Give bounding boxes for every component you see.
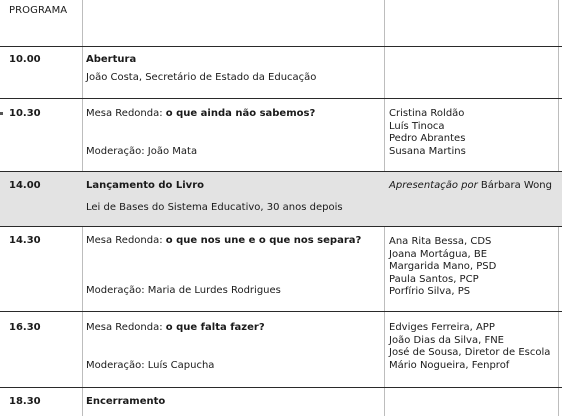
speaker-list <box>389 108 466 158</box>
speaker-name: José de Sousa, Diretor de Escola <box>389 347 551 358</box>
speaker-name: Luís Tinoca <box>389 120 445 132</box>
session-title: Mesa Redonda: o que ainda não sabemos? <box>86 108 316 119</box>
speaker-name: Susana Martins <box>389 145 466 157</box>
session-time: 10.30 <box>9 108 41 119</box>
schedule-row-1030 <box>0 98 562 171</box>
session-time: 10.00 <box>9 54 41 65</box>
session-title: Lançamento do Livro <box>86 180 204 191</box>
speaker-name: Margarida Mano, PSD <box>389 261 497 272</box>
session-title: Abertura <box>86 54 137 65</box>
book-title: Lei de Bases do Sistema Educativo, 30 anos depois <box>86 202 343 213</box>
speaker-list <box>389 236 496 299</box>
session-moderation: Moderação: João Mata <box>86 146 198 157</box>
session-time: 16.30 <box>9 322 41 333</box>
session-speaker: João Costa, Secretário de Estado da Educação <box>86 72 317 83</box>
speaker-list <box>389 322 550 372</box>
book-presenter: Apresentação por Bárbara Wong <box>389 180 552 191</box>
session-moderation: Moderação: Maria de Lurdes Rodrigues <box>86 285 281 296</box>
speaker-name: João Dias da Silva, FNE <box>389 334 504 346</box>
speaker-name: Mário Nogueira, Fenprof <box>389 359 510 371</box>
speaker-name: Porfírio Silva, PS <box>389 286 471 297</box>
speaker-name: Cristina Roldão <box>389 108 465 119</box>
schedule-row-1430 <box>0 226 562 311</box>
schedule-row-1830 <box>0 387 562 416</box>
session-title: Mesa Redonda: o que falta fazer? <box>86 322 265 333</box>
row-marker <box>0 112 3 115</box>
session-title: Mesa Redonda: o que nos une e o que nos separa? <box>86 235 362 246</box>
session-time: 18.30 <box>9 396 41 407</box>
schedule-row-1630 <box>0 311 562 387</box>
session-title: Encerramento <box>86 396 166 407</box>
speaker-name: Pedro Abrantes <box>389 133 466 144</box>
speaker-name: Paula Santos, PCP <box>389 273 479 285</box>
program-header: PROGRAMA <box>9 5 68 16</box>
session-time: 14.00 <box>9 180 41 191</box>
schedule-row-1400 <box>0 171 562 226</box>
speaker-name: Joana Mortágua, BE <box>389 248 488 260</box>
session-time: 14.30 <box>9 235 41 246</box>
speaker-name: Edviges Ferreira, APP <box>389 322 495 333</box>
schedule-row-1000 <box>0 46 562 98</box>
session-moderation: Moderação: Luís Capucha <box>86 360 215 371</box>
speaker-name: Ana Rita Bessa, CDS <box>389 236 492 247</box>
